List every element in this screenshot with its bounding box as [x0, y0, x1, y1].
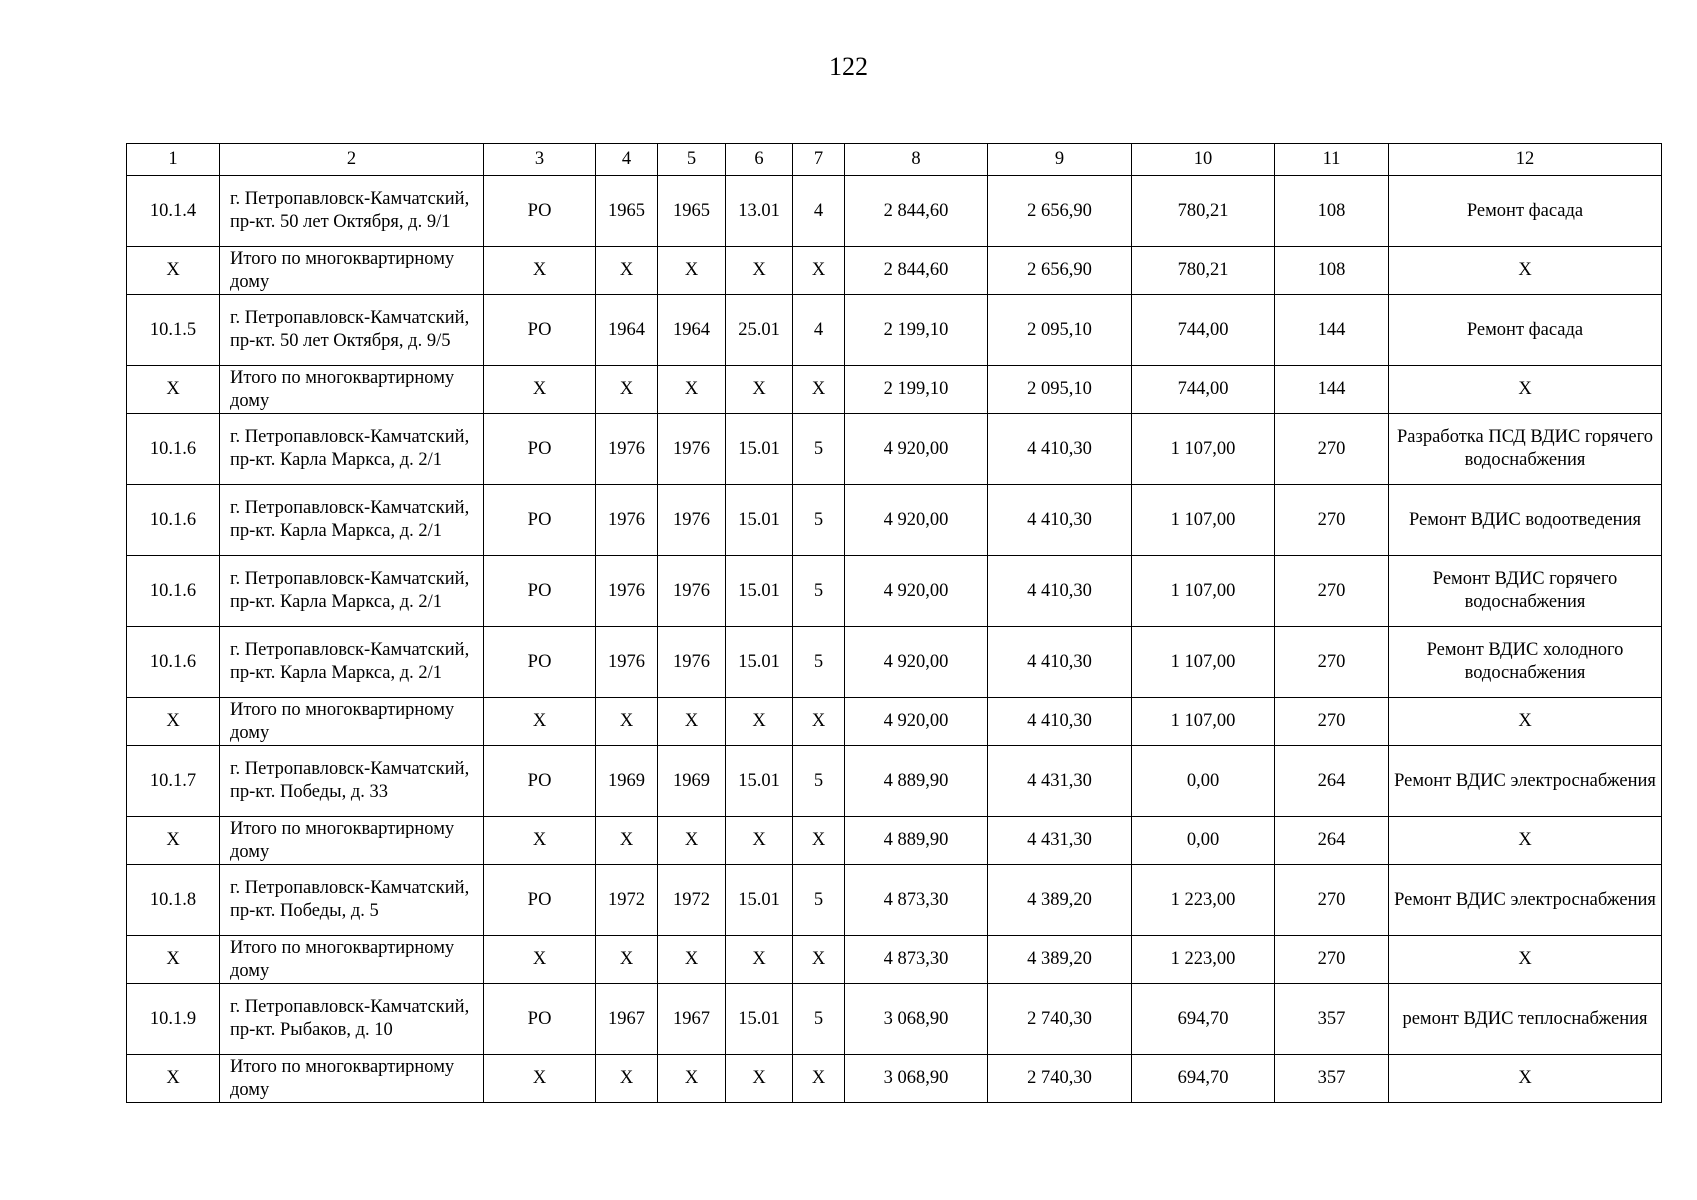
repair-register-table	[126, 143, 1662, 1103]
header-cell: 9	[988, 144, 1132, 176]
wall-material-cell: X	[726, 366, 793, 414]
build-year-cell: 1969	[596, 746, 658, 817]
table-body	[127, 144, 1662, 1103]
floors-cell: X	[793, 936, 845, 984]
item-number-cell: 10.1.9	[127, 984, 220, 1055]
build-year-cell: 1964	[596, 295, 658, 366]
nonliving-area-cell: 0,00	[1132, 817, 1275, 865]
owner-cell: РО	[484, 865, 596, 936]
item-number-cell: 10.1.5	[127, 295, 220, 366]
commission-year-cell: X	[658, 698, 726, 746]
residents-cell: 270	[1275, 936, 1389, 984]
work-type-cell: Ремонт ВДИС электроснабжения	[1389, 865, 1662, 936]
commission-year-cell: 1964	[658, 295, 726, 366]
work-type-cell: Ремонт ВДИС холодного водоснабжения	[1389, 627, 1662, 698]
living-area-cell: 2 095,10	[988, 295, 1132, 366]
work-type-cell: X	[1389, 247, 1662, 295]
living-area-cell: 2 740,30	[988, 1055, 1132, 1103]
work-type-cell: Ремонт фасада	[1389, 176, 1662, 247]
house-total-row	[127, 698, 1662, 746]
total-area-cell: 4 920,00	[845, 414, 988, 485]
commission-year-cell: 1965	[658, 176, 726, 247]
address-cell: г. Петропавловск-Камчатский, пр-кт. 50 лет Октября, д. 9/5	[220, 295, 484, 366]
floors-cell: X	[793, 698, 845, 746]
total-area-cell: 2 844,60	[845, 247, 988, 295]
residents-cell: 270	[1275, 865, 1389, 936]
table-row	[127, 485, 1662, 556]
item-number-cell: X	[127, 936, 220, 984]
address-cell: Итого по многоквартирному дому	[220, 247, 484, 295]
living-area-cell: 4 410,30	[988, 414, 1132, 485]
living-area-cell: 4 410,30	[988, 485, 1132, 556]
house-total-row	[127, 366, 1662, 414]
work-type-cell: Ремонт фасада	[1389, 295, 1662, 366]
wall-material-cell: 15.01	[726, 556, 793, 627]
living-area-cell: 4 410,30	[988, 627, 1132, 698]
owner-cell: РО	[484, 414, 596, 485]
header-cell: 1	[127, 144, 220, 176]
work-type-cell: X	[1389, 936, 1662, 984]
total-area-cell: 3 068,90	[845, 1055, 988, 1103]
living-area-cell: 4 431,30	[988, 746, 1132, 817]
wall-material-cell: 15.01	[726, 984, 793, 1055]
living-area-cell: 2 095,10	[988, 366, 1132, 414]
commission-year-cell: 1967	[658, 984, 726, 1055]
address-cell: г. Петропавловск-Камчатский, пр-кт. Карла Маркса, д. 2/1	[220, 414, 484, 485]
owner-cell: X	[484, 936, 596, 984]
floors-cell: 5	[793, 865, 845, 936]
build-year-cell: X	[596, 1055, 658, 1103]
owner-cell: X	[484, 366, 596, 414]
address-cell: Итого по многоквартирному дому	[220, 817, 484, 865]
residents-cell: 270	[1275, 414, 1389, 485]
build-year-cell: 1976	[596, 556, 658, 627]
commission-year-cell: X	[658, 817, 726, 865]
address-cell: г. Петропавловск-Камчатский, пр-кт. Победы, д. 5	[220, 865, 484, 936]
page-number: 122	[829, 52, 868, 81]
living-area-cell: 2 656,90	[988, 247, 1132, 295]
wall-material-cell: X	[726, 247, 793, 295]
owner-cell: X	[484, 817, 596, 865]
residents-cell: 270	[1275, 485, 1389, 556]
item-number-cell: 10.1.8	[127, 865, 220, 936]
commission-year-cell: X	[658, 366, 726, 414]
wall-material-cell: 13.01	[726, 176, 793, 247]
build-year-cell: 1976	[596, 414, 658, 485]
owner-cell: РО	[484, 746, 596, 817]
build-year-cell: X	[596, 936, 658, 984]
header-cell: 7	[793, 144, 845, 176]
living-area-cell: 4 389,20	[988, 936, 1132, 984]
header-cell: 12	[1389, 144, 1662, 176]
house-total-row	[127, 247, 1662, 295]
total-area-cell: 4 920,00	[845, 698, 988, 746]
owner-cell: X	[484, 247, 596, 295]
floors-cell: 5	[793, 627, 845, 698]
table-row	[127, 984, 1662, 1055]
table-row	[127, 176, 1662, 247]
residents-cell: 108	[1275, 176, 1389, 247]
residents-cell: 270	[1275, 627, 1389, 698]
owner-cell: РО	[484, 556, 596, 627]
item-number-cell: X	[127, 817, 220, 865]
nonliving-area-cell: 694,70	[1132, 984, 1275, 1055]
total-area-cell: 3 068,90	[845, 984, 988, 1055]
owner-cell: X	[484, 698, 596, 746]
total-area-cell: 4 873,30	[845, 936, 988, 984]
build-year-cell: X	[596, 366, 658, 414]
nonliving-area-cell: 0,00	[1132, 746, 1275, 817]
nonliving-area-cell: 1 107,00	[1132, 485, 1275, 556]
wall-material-cell: 15.01	[726, 414, 793, 485]
header-cell: 3	[484, 144, 596, 176]
commission-year-cell: X	[658, 1055, 726, 1103]
build-year-cell: X	[596, 817, 658, 865]
wall-material-cell: 25.01	[726, 295, 793, 366]
item-number-cell: 10.1.6	[127, 485, 220, 556]
nonliving-area-cell: 1 107,00	[1132, 414, 1275, 485]
wall-material-cell: X	[726, 1055, 793, 1103]
owner-cell: РО	[484, 627, 596, 698]
living-area-cell: 2 740,30	[988, 984, 1132, 1055]
house-total-row	[127, 936, 1662, 984]
nonliving-area-cell: 744,00	[1132, 366, 1275, 414]
work-type-cell: ремонт ВДИС теплоснабжения	[1389, 984, 1662, 1055]
commission-year-cell: 1969	[658, 746, 726, 817]
header-cell: 11	[1275, 144, 1389, 176]
total-area-cell: 2 199,10	[845, 366, 988, 414]
owner-cell: РО	[484, 295, 596, 366]
residents-cell: 357	[1275, 984, 1389, 1055]
item-number-cell: X	[127, 366, 220, 414]
table-row	[127, 865, 1662, 936]
floors-cell: 5	[793, 556, 845, 627]
house-total-row	[127, 1055, 1662, 1103]
owner-cell: РО	[484, 485, 596, 556]
floors-cell: 4	[793, 176, 845, 247]
header-cell: 5	[658, 144, 726, 176]
owner-cell: X	[484, 1055, 596, 1103]
work-type-cell: X	[1389, 1055, 1662, 1103]
address-cell: г. Петропавловск-Камчатский, пр-кт. Победы, д. 33	[220, 746, 484, 817]
wall-material-cell: X	[726, 817, 793, 865]
table-row	[127, 746, 1662, 817]
header-cell: 6	[726, 144, 793, 176]
total-area-cell: 2 844,60	[845, 176, 988, 247]
item-number-cell: X	[127, 1055, 220, 1103]
header-cell: 4	[596, 144, 658, 176]
column-number-row	[127, 144, 1662, 176]
residents-cell: 357	[1275, 1055, 1389, 1103]
nonliving-area-cell: 1 107,00	[1132, 556, 1275, 627]
address-cell: г. Петропавловск-Камчатский, пр-кт. Карла Маркса, д. 2/1	[220, 556, 484, 627]
header-cell: 8	[845, 144, 988, 176]
wall-material-cell: X	[726, 698, 793, 746]
residents-cell: 264	[1275, 817, 1389, 865]
living-area-cell: 4 410,30	[988, 556, 1132, 627]
work-type-cell: X	[1389, 366, 1662, 414]
total-area-cell: 4 889,90	[845, 817, 988, 865]
nonliving-area-cell: 1 223,00	[1132, 936, 1275, 984]
table-row	[127, 627, 1662, 698]
item-number-cell: 10.1.6	[127, 627, 220, 698]
commission-year-cell: X	[658, 247, 726, 295]
wall-material-cell: 15.01	[726, 485, 793, 556]
commission-year-cell: 1972	[658, 865, 726, 936]
living-area-cell: 4 410,30	[988, 698, 1132, 746]
item-number-cell: X	[127, 247, 220, 295]
wall-material-cell: 15.01	[726, 865, 793, 936]
nonliving-area-cell: 694,70	[1132, 1055, 1275, 1103]
work-type-cell: X	[1389, 817, 1662, 865]
living-area-cell: 4 389,20	[988, 865, 1132, 936]
item-number-cell: 10.1.6	[127, 414, 220, 485]
floors-cell: X	[793, 247, 845, 295]
nonliving-area-cell: 744,00	[1132, 295, 1275, 366]
build-year-cell: 1976	[596, 627, 658, 698]
total-area-cell: 4 920,00	[845, 556, 988, 627]
address-cell: г. Петропавловск-Камчатский, пр-кт. Рыбаков, д. 10	[220, 984, 484, 1055]
living-area-cell: 2 656,90	[988, 176, 1132, 247]
commission-year-cell: 1976	[658, 627, 726, 698]
commission-year-cell: 1976	[658, 556, 726, 627]
nonliving-area-cell: 780,21	[1132, 247, 1275, 295]
floors-cell: 4	[793, 295, 845, 366]
nonliving-area-cell: 1 223,00	[1132, 865, 1275, 936]
address-cell: Итого по многоквартирному дому	[220, 936, 484, 984]
address-cell: г. Петропавловск-Камчатский, пр-кт. 50 лет Октября, д. 9/1	[220, 176, 484, 247]
build-year-cell: X	[596, 698, 658, 746]
residents-cell: 144	[1275, 295, 1389, 366]
floors-cell: 5	[793, 485, 845, 556]
total-area-cell: 4 873,30	[845, 865, 988, 936]
floors-cell: X	[793, 1055, 845, 1103]
wall-material-cell: X	[726, 936, 793, 984]
work-type-cell: Ремонт ВДИС горячего водоснабжения	[1389, 556, 1662, 627]
commission-year-cell: 1976	[658, 485, 726, 556]
floors-cell: X	[793, 366, 845, 414]
item-number-cell: 10.1.4	[127, 176, 220, 247]
total-area-cell: 2 199,10	[845, 295, 988, 366]
floors-cell: 5	[793, 414, 845, 485]
address-cell: г. Петропавловск-Камчатский, пр-кт. Карла Маркса, д. 2/1	[220, 627, 484, 698]
floors-cell: 5	[793, 984, 845, 1055]
address-cell: Итого по многоквартирному дому	[220, 698, 484, 746]
floors-cell: 5	[793, 746, 845, 817]
work-type-cell: Ремонт ВДИС электроснабжения	[1389, 746, 1662, 817]
residents-cell: 144	[1275, 366, 1389, 414]
house-total-row	[127, 817, 1662, 865]
residents-cell: 264	[1275, 746, 1389, 817]
wall-material-cell: 15.01	[726, 746, 793, 817]
address-cell: г. Петропавловск-Камчатский, пр-кт. Карла Маркса, д. 2/1	[220, 485, 484, 556]
work-type-cell: X	[1389, 698, 1662, 746]
nonliving-area-cell: 1 107,00	[1132, 698, 1275, 746]
commission-year-cell: X	[658, 936, 726, 984]
owner-cell: РО	[484, 176, 596, 247]
residents-cell: 108	[1275, 247, 1389, 295]
living-area-cell: 4 431,30	[988, 817, 1132, 865]
build-year-cell: 1965	[596, 176, 658, 247]
total-area-cell: 4 920,00	[845, 485, 988, 556]
table-row	[127, 414, 1662, 485]
floors-cell: X	[793, 817, 845, 865]
residents-cell: 270	[1275, 556, 1389, 627]
item-number-cell: X	[127, 698, 220, 746]
build-year-cell: 1967	[596, 984, 658, 1055]
header-cell: 10	[1132, 144, 1275, 176]
work-type-cell: Разработка ПСД ВДИС горячего водоснабжения	[1389, 414, 1662, 485]
work-type-cell: Ремонт ВДИС водоотведения	[1389, 485, 1662, 556]
owner-cell: РО	[484, 984, 596, 1055]
build-year-cell: 1972	[596, 865, 658, 936]
table-row	[127, 556, 1662, 627]
nonliving-area-cell: 780,21	[1132, 176, 1275, 247]
total-area-cell: 4 889,90	[845, 746, 988, 817]
residents-cell: 270	[1275, 698, 1389, 746]
address-cell: Итого по многоквартирному дому	[220, 366, 484, 414]
build-year-cell: 1976	[596, 485, 658, 556]
address-cell: Итого по многоквартирному дому	[220, 1055, 484, 1103]
table-row	[127, 295, 1662, 366]
nonliving-area-cell: 1 107,00	[1132, 627, 1275, 698]
build-year-cell: X	[596, 247, 658, 295]
wall-material-cell: 15.01	[726, 627, 793, 698]
item-number-cell: 10.1.7	[127, 746, 220, 817]
header-cell: 2	[220, 144, 484, 176]
commission-year-cell: 1976	[658, 414, 726, 485]
total-area-cell: 4 920,00	[845, 627, 988, 698]
item-number-cell: 10.1.6	[127, 556, 220, 627]
